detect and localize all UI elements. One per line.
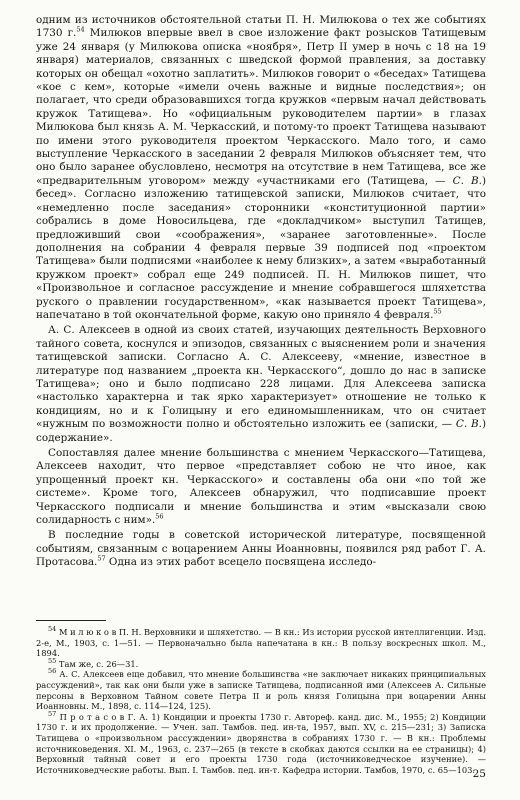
footnote-55: $^{55}$ Там же, с. 26—31. <box>48 657 139 669</box>
footnote-57: $^{57}$ П р о т а с о в Г. А. 1) Кондиции и проекты 1730 г. Автореф. канд. дис. М., 1955; 2) Кондиции 1730 г. и их продолжение. — Учен. зап. Тамбов. пед. ин-та, 1957, вып. XV, с. 215—231; 3) Записка Татищева о «произвольном рассуждении» дворянства в собраниях 1730 г. — В кн.: Проблемы источниковедения. XI. М., 1963, с. 237—265 (в тексте в скобках даются ссылки на ее страницы); 4) Верховный тайный совет и его проекты 1730 года (источниковедческое изучение). — Источниковедческие работы. Вып. I. Тамбов. пед. ин-т. Кафедра истории. Тамбов, 1970, с. 65—103. <box>36 709 486 775</box>
footnote-ref-55: 55 <box>433 307 442 316</box>
paragraph-1: одним из источников обстоятельной статьи П. Н. Милюкова о тех же событиях 1730 г.$^{54}$ Милюков впервые ввел в свое изложение факт розысков Татищевым уже 24 января (у Милюкова описка «ноября», Петр II умер в ночь с 18 на 19 января) материалов, связанных с шведской формой правления, за доставку которых он обещал «охотно заплатить». Милюков говорит о «беседах» Татищева «кое с кем», которые «имели очень важные и видные последствия»; он полагает, что среди образовавшихся тогда кружков «первым начал действовать кружок Татищева». Но «официальным руководителем партии» в глазах Милюкова был князь А. М. Черкасский, и потому-то проект Татищева называют по имени этого руководителя проектом Черкасского. Мало того, и само выступление Черкасского в заседании 2 февраля Милюков объясняет тем, что оно было заранее обусловлено, несмотря на отсутствие в нем Татищева, все же «предварительным уговором» между «участниками его (Татищева, — С. В.) бесед». Согласно изложению татищевской записки, Милюков считает, что «немедленно после заседания» сторонники «конституционной партии» собрались в доме Новосильцева, где «докладчиком» выступил Татищев, предложивший свои «соображения», «заранее заготовленные». После дополнения на собрании 4 февраля первые 39 подписей под «проектом Татищева» были подписями «наиболее к нему близких», а затем «выработанный кружком проект» собрал еще 249 подписей. П. Н. Милюков пишет, что «Произвольное и согласное рассуждение и мнение собравшегося шляхетства руского о правлении государственном», «как называется проект Татищева», напечатано в той окончательной форме, какую оно приняло 4 февраля.$^{55}$ <box>36 14 487 321</box>
paragraph-3: Сопоставляя далее мнение большинства с мнением Черкасского—Татищева, Алексеев находит, что первое «представляет собою не что иное, как упрощенный проект кн. Черкасского» и составлены оба они «по той же системе». Кроме того, Алексеев обнаружил, что подписавшие проект Черкасского подписали и мнение большинства и этим «высказали свою солидарность с ним».$^{56}$ <box>36 447 486 527</box>
footnote-56: $^{56}$ А. С. Алексеев еще добавил, что мнение большинства «не заключает никаких принципиальных рассуждений», так как они были уже в записке Татищева, подписанной ими (Алексеев А. Сильные персоны в Верховном Тайном совете Петра II и роль князя Голицына при воцарении Анны Иоанновны. М., 1898, с. 114—124, 125). <box>36 667 486 712</box>
paragraph-4: В последние годы в советской исторической литературе, посвященной событиям, связанным с воцарением Анны Иоанновны, появился ряд работ Г. А. Протасова.$^{57}$ Одна из этих работ всецело посвящена исследо- <box>36 529 486 569</box>
footnotes <box>36 627 486 775</box>
page-number: 25 <box>472 768 486 780</box>
footnote-ref-57: 57 <box>97 554 106 563</box>
paragraph-2: А. С. Алексеев в одной из своих статей, изучающих деятельность Верховного тайного совета, коснулся и эпизодов, связанных с выяснением роли и значения татищевской записки. Согласно А. С. Алексееву, «мнение, известное в литературе под названием „проекта кн. Черкасского“, дошло до нас в записке Татищева»; оно и было подписано 228 лицами. Для Алексеева записка «настолько характерна и так ярко характеризует» отношение не только к кондициям, но и к Голицыну и его единомышленникам, что он считает «нужным по возможности полно и обстоятельно изложить ее (записки, — С. В.) содержание». <box>36 324 486 444</box>
footnote-54: $^{54}$ М и л ю к о в П. Н. Верховники и шляхетство. — В кн.: Из истории русской интеллигенции. Изд. 2-е, М., 1903, с. 1—51. — Первоначально была напечатана в кн.: В пользу воскресных школ. М., 1894. <box>36 625 486 659</box>
footnote-ref-54: 54 <box>76 25 85 34</box>
footnote-ref-56: 56 <box>155 512 164 521</box>
main-text <box>36 14 486 570</box>
footnote-divider <box>36 620 106 621</box>
